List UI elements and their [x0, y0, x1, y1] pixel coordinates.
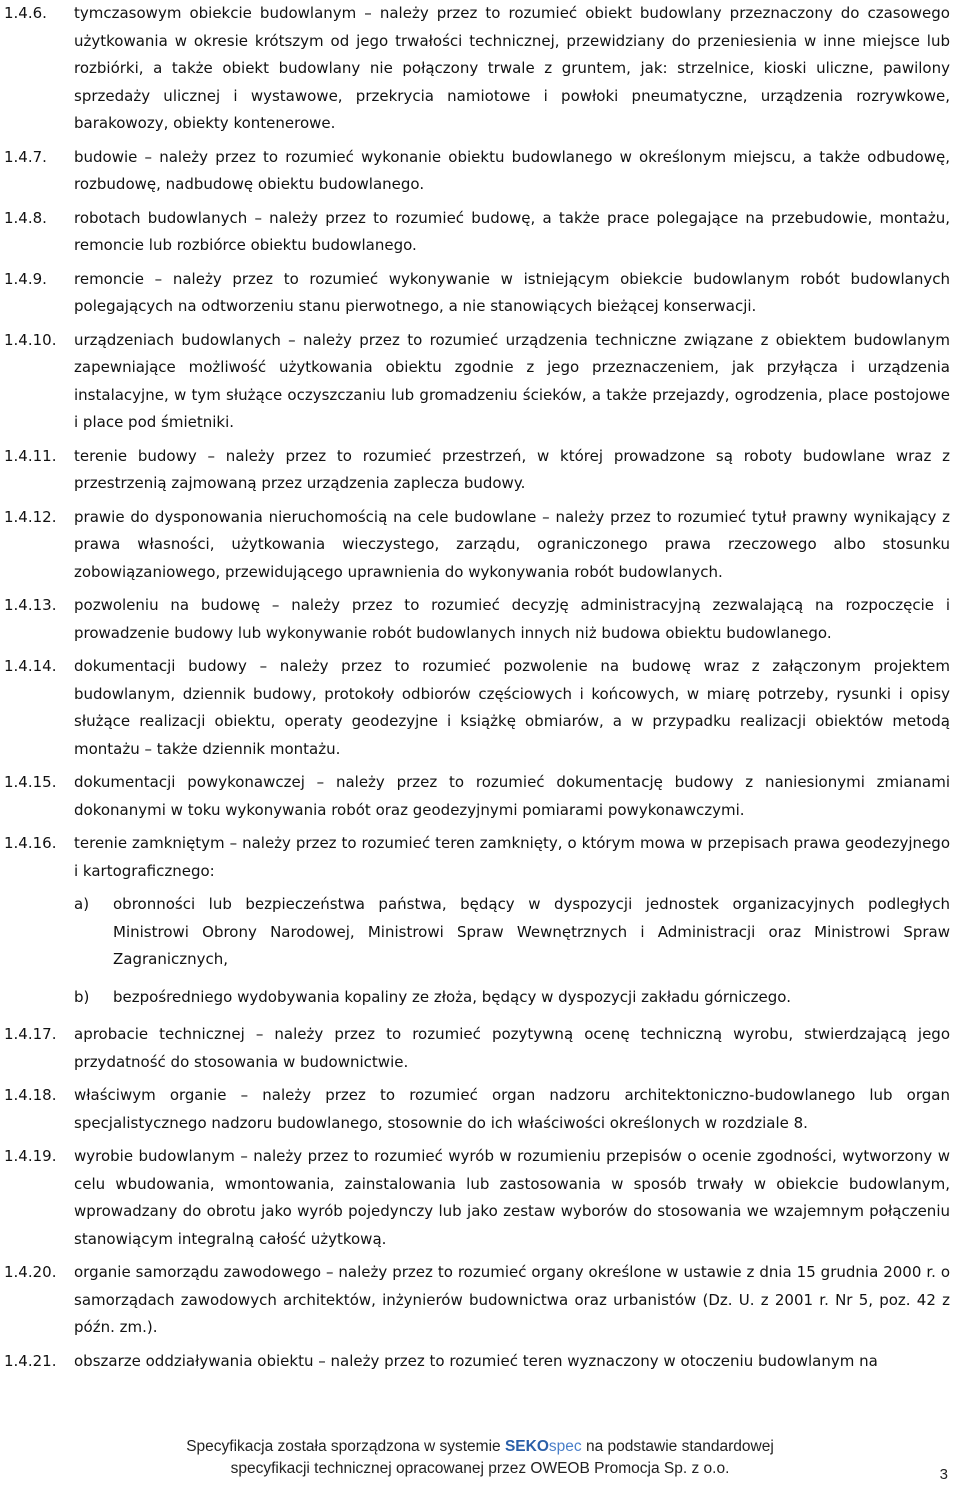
- definition-item: [0, 1021, 960, 1076]
- sublist-letter: b): [74, 987, 90, 1006]
- definition-number: 1.4.8.: [4, 208, 47, 227]
- definition-item: [0, 266, 960, 321]
- footer-text: Specyfikacja została sporządzona w systemie: [186, 1438, 505, 1455]
- sublist-text: bezpośredniego wydobywania kopaliny ze złoża, będący w dyspozycji zakładu górniczego.: [113, 987, 791, 1006]
- definition-item: [0, 1082, 960, 1137]
- page-footer: [0, 1436, 960, 1480]
- definition-text: dokumentacji budowy – należy przez to rozumieć pozwolenie na budowę wraz z załączonym projektem budowlanym, dziennik budowy, protokoły odbiorów częściowych i końcowych, w miarę potrzeby, rysunki i opisy służące realizacji obiektu, operaty geodezyjne i książkę obmiarów, a w przypadku realizacji obiektów metodą montażu – także dziennik montażu.: [74, 657, 950, 758]
- definition-number: 1.4.12.: [4, 507, 57, 526]
- definition-item: [0, 1143, 960, 1253]
- definition-item: [0, 504, 960, 587]
- footer-text: na podstawie standardowej: [581, 1438, 774, 1455]
- definition-text: właściwym organie – należy przez to rozumieć organ nadzoru architektoniczno-budowlanego lub organ specjalistycznego nadzoru budowlanego, stosownie do ich właściwości określonych w rozdziale 8.: [74, 1086, 950, 1132]
- definition-text: urządzeniach budowlanych – należy przez to rozumieć urządzenia techniczne związane z obiektem budowlanym zapewniające możliwość użytkowania obiektu zgodnie z jego przeznaczeniem, jak przyłącza i urządzenia instalacyjne, w tym służące oczyszczaniu lub gromadzeniu ścieków, a także przejazdy, ogrodzenia, place postojowe i place pod śmietniki.: [74, 330, 950, 431]
- definition-text: aprobacie technicznej – należy przez to rozumieć pozytywną ocenę techniczną wyrobu, stwierdzającą jego przydatność do stosowania w budownictwie.: [74, 1025, 950, 1071]
- definition-item: [0, 830, 960, 885]
- brand-logo-spec: spec: [548, 1438, 582, 1455]
- definition-number: 1.4.14.: [4, 657, 57, 675]
- sublist-item: [74, 891, 960, 974]
- definition-number: 1.4.16.: [4, 834, 57, 852]
- definition-item: [0, 1259, 960, 1342]
- definition-item: [0, 144, 960, 199]
- definition-number: 1.4.19.: [4, 1147, 57, 1165]
- definition-text: wyrobie budowlanym – należy przez to rozumieć wyrób w rozumieniu przepisów o ocenie zgodności, wytworzony w celu wbudowania, wmontowania, zainstalowania lub zastosowania w sposób trwały w obiekcie budowlanym, wprowadzany do obrotu jako wyrób pojedynczy lub jako zestaw wyborów do stosowania we wzajemnym połączeniu stanowiącym integralną całość użytkową.: [74, 1147, 950, 1248]
- definition-text: terenie zamkniętym – należy przez to rozumieć teren zamknięty, o którym mowa w przepisach prawa geodezyjnego i kartograficznego:: [74, 834, 950, 880]
- definition-number: 1.4.15.: [4, 773, 57, 791]
- definition-text: obszarze oddziaływania obiektu – należy przez to rozumieć teren wyznaczony w otoczeniu budowlanym na: [74, 1351, 878, 1370]
- definition-item: [0, 1348, 960, 1376]
- definition-text: terenie budowy – należy przez to rozumieć przestrzeń, w której prowadzone są roboty budowlane wraz z przestrzenią zajmowaną przez urządzenia zaplecza budowy.: [74, 446, 950, 492]
- definition-number: 1.4.13.: [4, 596, 57, 614]
- definition-number: 1.4.17.: [4, 1025, 57, 1043]
- definition-number: 1.4.7.: [4, 147, 47, 166]
- definition-item: [0, 205, 960, 260]
- page-number: 3: [939, 1466, 948, 1483]
- definition-number: 1.4.18.: [4, 1086, 57, 1104]
- definition-number: 1.4.9.: [4, 269, 47, 288]
- definition-text: prawie do dysponowania nieruchomością na cele budowlane – należy przez to rozumieć tytuł prawny wynikający z prawa własności, użytkowania wieczystego, zarządu, ograniczonego prawa rzeczowego albo stosunku zobowiązaniowego, przewidującego uprawnienia do wykonywania robót budowlanych.: [74, 507, 950, 581]
- definition-item: [0, 443, 960, 498]
- definition-item: [0, 592, 960, 647]
- definition-text: dokumentacji powykonawczej – należy przez to rozumieć dokumentację budowy z naniesionymi zmianami dokonanymi w toku wykonywania robót oraz geodezyjnymi pomiarami powykonawczymi.: [74, 773, 950, 819]
- definition-number: 1.4.6.: [4, 4, 47, 22]
- definition-text: robotach budowlanych – należy przez to rozumieć budowę, a także prace polegające na przebudowie, montażu, remoncie lub rozbiórce obiektu budowlanego.: [74, 208, 950, 254]
- definition-text: pozwoleniu na budowę – należy przez to rozumieć decyzję administracyjną zezwalającą na rozpoczęcie i prowadzenie budowy lub wykonywanie robót budowlanych innych niż budowa obiektu budowlanego.: [74, 596, 950, 642]
- footer-line-2: specyfikacji technicznej opracowanej przez OWEOB Promocja Sp. z o.o.: [230, 1460, 730, 1477]
- definition-text: remoncie – należy przez to rozumieć wykonywanie w istniejącym obiekcie budowlanym robót budowlanych polegających na odtworzeniu stanu pierwotnego, a nie stanowiących bieżącej konserwacji.: [74, 269, 950, 315]
- definition-number: 1.4.10.: [4, 330, 57, 349]
- definition-text: organie samorządu zawodowego – należy przez to rozumieć organy określone w ustawie z dnia 15 grudnia 2000 r. o samorządach zawodowych architektów, inżynierów budownictwa oraz urbanistów (Dz. U. z 2001 r. Nr 5, poz. 42 z późn. zm.).: [74, 1263, 950, 1336]
- definition-item: [0, 327, 960, 437]
- sublist-text: obronności lub bezpieczeństwa państwa, będący w dyspozycji jednostek organizacyjnych podległych Ministrowi Obrony Narodowej, Ministrowi Spraw Wewnętrznych i Administracji oraz Ministrowi Spraw Zagranicznych,: [113, 895, 950, 968]
- footer-line-1: [0, 1436, 960, 1458]
- definition-item: [0, 653, 960, 763]
- definition-number: 1.4.11.: [4, 446, 57, 465]
- definition-text: budowie – należy przez to rozumieć wykonanie obiektu budowlanego w określonym miejscu, a także odbudowę, rozbudowę, nadbudowę obiektu budowlanego.: [74, 147, 950, 193]
- brand-logo-seko: SEKO: [504, 1438, 549, 1455]
- definition-number: 1.4.21.: [4, 1351, 57, 1370]
- definition-item: [0, 769, 960, 824]
- definition-text: tymczasowym obiekcie budowlanym – należy przez to rozumieć obiekt budowlany przeznaczony do czasowego użytkowania w okresie krótszym od jego trwałości technicznej, przewidziany do przeniesienia w inne miejsce lub rozbiórki, a także obiekt budowlany nie połączony trwale z gruntem, jak: strzelnice, kioski uliczne, pawilony sprzedaży ulicznej i wystawowe, przekrycia namiotowe i powłoki pneumatyczne, urządzenia rozrywkowe, barakowozy, obiekty kontenerowe.: [74, 4, 950, 132]
- definition-number: 1.4.20.: [4, 1263, 57, 1281]
- sublist-item: [74, 984, 960, 1012]
- definition-item: [0, 0, 960, 138]
- sublist-letter: a): [74, 895, 90, 913]
